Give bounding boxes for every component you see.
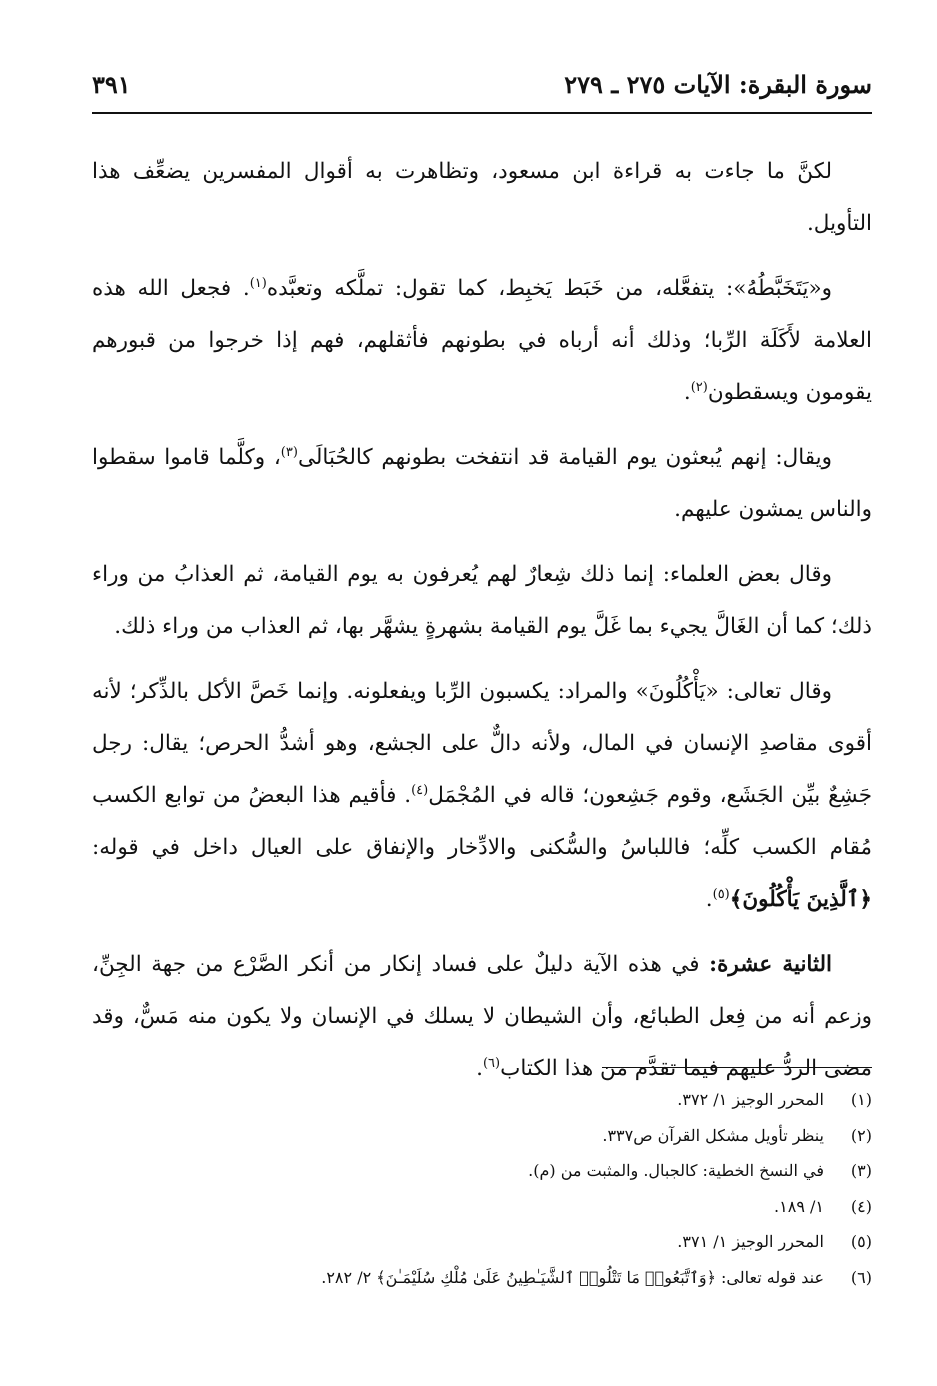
paragraph-text: . (705, 887, 713, 912)
paragraph-text: في هذه الآية دليلٌ على فساد إنكار من أنكر الصَّرْع من جهة الجِنِّ، وزعم أنه من فِعل الطبائع، وأن الشيطان لا يسلك في الإنسان ولا يكون منه مَسٌّ، وقد مضى الردُّ عليهم فيما تقدَّم من هذا الكتاب (92, 952, 872, 1081)
footnote-item (92, 1082, 872, 1118)
paragraph-1 (92, 146, 872, 250)
quran-quote: ﴿ٱلَّذِينَ يَأْكُلُونَ﴾ (729, 887, 872, 912)
main-text (92, 146, 872, 1108)
paragraph-text: . (683, 380, 691, 405)
footnote-ref-2[interactable]: (٢) (690, 379, 708, 395)
footnote-text: في النسخ الخطية: كالجبال. والمثبت من (م). (528, 1161, 824, 1180)
page-number: ٣٩١ (92, 69, 131, 99)
footnote-number: (٦) (850, 1267, 872, 1287)
paragraph-5 (92, 666, 872, 926)
footnote-text: المحرر الوجيز ١/ ٣٧٢. (677, 1090, 824, 1109)
footnote-ref-5[interactable]: (٥) (712, 886, 730, 902)
paragraph-4 (92, 549, 872, 653)
footnote-item (92, 1260, 872, 1296)
running-title: سورة البقرة: الآيات ٢٧٥ ـ ٢٧٩ (564, 69, 872, 99)
footnote-number: (٣) (850, 1161, 872, 1180)
footnote-ref-1[interactable]: (١) (249, 275, 267, 291)
footnote-item (92, 1153, 872, 1189)
footnote-text: ينظر تأويل مشكل القرآن ص٣٣٧. (602, 1125, 824, 1145)
paragraph-3 (92, 432, 872, 536)
paragraph-text: وقال تعالى: «يَأْكُلُونَ» والمراد: يكسبون الرِّبا ويفعلونه. وإنما خَصَّ الأكل بالذِّكر؛ لأنه أقوى مقاصدِ الإنسان في المال، ولأنه دالٌّ على الجشع، وهو أشدُّ الحرص؛ يقال: رجل جَشِعٌ بيِّن الجَشَع، وقوم جَشِعون؛ قاله في المُجْمَل (92, 679, 872, 808)
footnotes (92, 1082, 872, 1295)
footnote-number: (٤) (850, 1196, 872, 1216)
footnote-number: (٥) (850, 1232, 872, 1251)
paragraph-6 (92, 939, 872, 1095)
footnote-ref-6[interactable]: (٦) (482, 1055, 501, 1071)
footnote-number: (١) (850, 1090, 872, 1109)
footnote-text: عند قوله تعالى: ﴿وَٱتَّبَعُوا۟ مَا تَتْلُوا۟ ٱلشَّيَـٰطِينُ عَلَىٰ مُلْكِ سُلَيْمَـٰنَ﴾ ٢/ ٢٨٢. (321, 1267, 824, 1287)
footnote-number: (٢) (850, 1125, 872, 1145)
paragraph-text: ويقال: إنهم يُبعثون يوم القيامة قد انتفخت بطونهم كالحُبَالَى (297, 445, 832, 470)
section-lead: الثانية عشرة: (709, 952, 832, 977)
footnote-text: ١/ ١٨٩. (774, 1196, 824, 1216)
paragraph-text: ، وكلَّما قاموا سقطوا والناس يمشون عليهم. (92, 445, 872, 522)
paragraph-text: . (476, 1056, 483, 1081)
paragraph-2 (92, 263, 872, 419)
footnote-ref-3[interactable]: (٣) (280, 444, 298, 460)
footnote-item (92, 1118, 872, 1154)
paragraph-text: لكنَّ ما جاءت به قراءة ابن مسعود، وتظاهرت به أقوال المفسرين يضعِّف هذا التأويل. (92, 159, 872, 236)
footnote-divider (602, 1067, 872, 1068)
paragraph-text: . فجعل الله هذه العلامة لأَكَلَة الرِّبا؛ وذلك أنه أرباه في بطونهم فأثقلهم، فهم إذا خرجوا من قبورهم يقومون ويسقطون (92, 276, 872, 405)
paragraph-text: . فأقيم هذا البعضُ من توابع الكسب مُقام الكسب كلِّه؛ فاللباسُ والسُّكنى والادِّخار والإنفاق على العيال داخل في قوله: (92, 783, 872, 860)
footnote-ref-4[interactable]: (٤) (411, 782, 429, 798)
footnote-item (92, 1224, 872, 1260)
page-header (92, 64, 872, 104)
footnote-text: المحرر الوجيز ١/ ٣٧١. (677, 1232, 824, 1251)
paragraph-text: وقال بعض العلماء: إنما ذلك شِعارٌ لهم يُعرفون به يوم القيامة، ثم العذابُ من وراء ذلك؛ كما أن الغَالَّ يجيء بما غَلَّ يوم القيامة بشهرةٍ يشهَّر بها، ثم العذاب من وراء ذلك. (92, 562, 872, 639)
footnote-item (92, 1189, 872, 1225)
paragraph-text: و«يَتَخَبَّطُهُ»: يتفعَّله، من خَبَط يَخبِط، كما تقول: تملَّكه وتعبَّده (266, 276, 832, 301)
header-divider (92, 112, 872, 114)
